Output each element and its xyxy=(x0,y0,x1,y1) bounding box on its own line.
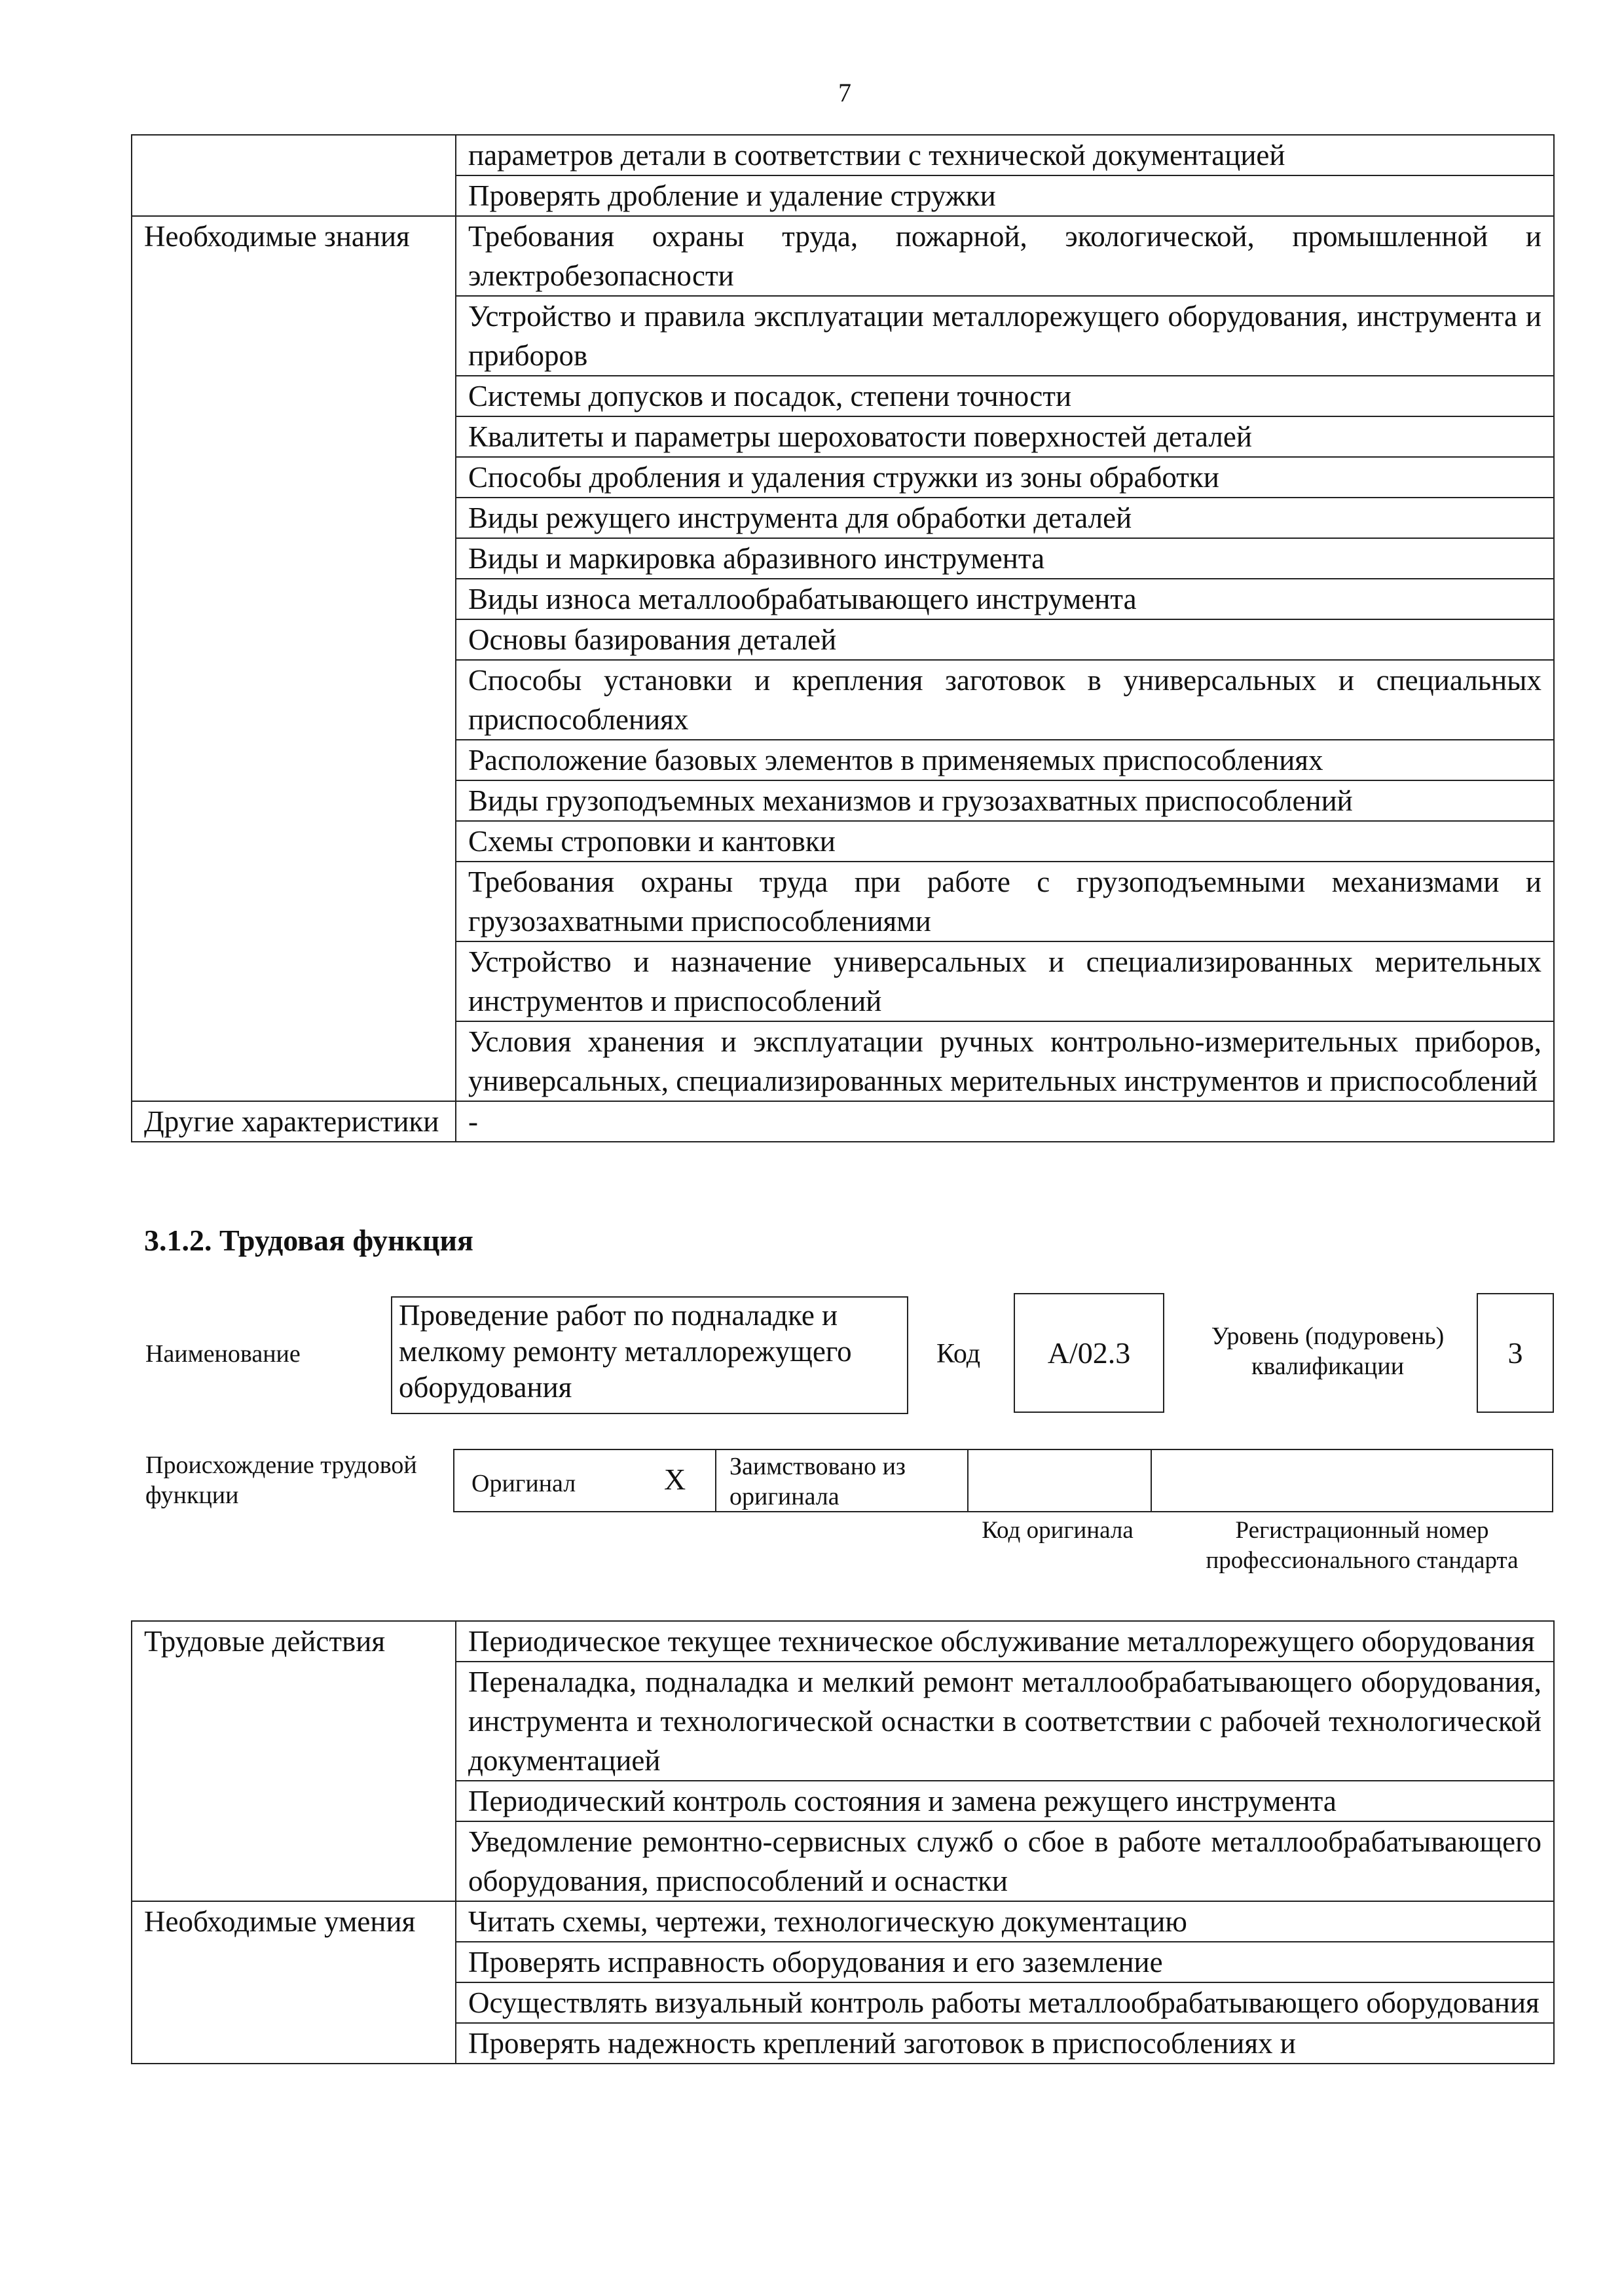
code-label: Код xyxy=(936,1339,981,1369)
section-heading: 3.1.2. Трудовая функция xyxy=(144,1224,473,1257)
original-mark: X xyxy=(664,1463,686,1496)
row-label-actions: Трудовые действия xyxy=(132,1621,456,1901)
origin-label: Происхождение трудовой функции xyxy=(145,1451,417,1509)
row-label-empty xyxy=(132,135,456,216)
table-cell: Устройство и правила эксплуатации металлорежущего оборудования, инструмента и приборов xyxy=(456,296,1554,376)
table-cell: Схемы строповки и кантовки xyxy=(456,821,1554,862)
table-cell: Виды режущего инструмента для обработки деталей xyxy=(456,498,1554,538)
code-value-box: A/02.3 xyxy=(1014,1293,1164,1413)
table-cell: Периодическое текущее техническое обслуживание металлорежущего оборудования xyxy=(456,1621,1554,1662)
table-row xyxy=(132,1621,1554,1662)
code-original-cell xyxy=(967,1449,1151,1512)
table-cell: Проверять надежность креплений заготовок в приспособлениях и xyxy=(456,2023,1554,2064)
table-cell: Виды износа металлообрабатывающего инструмента xyxy=(456,579,1554,619)
table-cell: Осуществлять визуальный контроль работы металлообрабатывающего оборудования xyxy=(456,1982,1554,2023)
table-row xyxy=(132,135,1554,175)
table-cell: Устройство и назначение универсальных и специализированных мерительных инструментов и приспособлений xyxy=(456,941,1554,1021)
table-cell: Переналадка, подналадка и мелкий ремонт металлообрабатывающего оборудования, инструмента и технологической оснастки в соответствии с рабочей технологической документацией xyxy=(456,1662,1554,1781)
table-cell: Проверять дробление и удаление стружки xyxy=(456,175,1554,216)
row-label-skills: Необходимые умения xyxy=(132,1901,456,2064)
function-name-box: Проведение работ по подналадке и мелкому ремонту металлорежущего оборудования xyxy=(391,1296,908,1414)
actions-table xyxy=(131,1620,1555,2064)
table-cell: Квалитеты и параметры шероховатости поверхностей деталей xyxy=(456,416,1554,457)
table-cell: Условия хранения и эксплуатации ручных контрольно-измерительных приборов, универсальных, специализированных мерительных инструментов и приспособлений xyxy=(456,1021,1554,1101)
table-cell: Требования охраны труда при работе с грузоподъемными механизмами и грузозахватными приспособлениями xyxy=(456,862,1554,941)
table-cell: Уведомление ремонтно-сервисных служб о сбое в работе металлообрабатывающего оборудования, приспособлений и оснастки xyxy=(456,1821,1554,1901)
level-value-box: 3 xyxy=(1477,1293,1554,1413)
table-cell: Системы допусков и посадок, степени точности xyxy=(456,376,1554,416)
table-cell: Проверять исправность оборудования и его заземление xyxy=(456,1942,1554,1982)
table-cell: Виды грузоподъемных механизмов и грузозахватных приспособлений xyxy=(456,780,1554,821)
page-number: 7 xyxy=(838,78,851,107)
table-cell: Расположение базовых элементов в применяемых приспособлениях xyxy=(456,740,1554,780)
table-cell: Способы установки и крепления заготовок в универсальных и специальных приспособлениях xyxy=(456,660,1554,740)
knowledge-table xyxy=(131,134,1555,1142)
original-label: Оригинал xyxy=(471,1470,576,1497)
table-cell: Читать схемы, чертежи, технологическую документацию xyxy=(456,1901,1554,1942)
name-label: Наименование xyxy=(145,1340,301,1368)
table-cell: Основы базирования деталей xyxy=(456,619,1554,660)
table-row xyxy=(132,1901,1554,1942)
table-cell: Периодический контроль состояния и замена режущего инструмента xyxy=(456,1781,1554,1821)
original-cell xyxy=(453,1449,715,1512)
table-row xyxy=(132,1101,1554,1142)
row-label-knowledge: Необходимые знания xyxy=(132,216,456,1101)
borrowed-label: Заимствовано из оригинала xyxy=(729,1453,906,1510)
table-cell: - xyxy=(456,1101,1554,1142)
table-cell: Виды и маркировка абразивного инструмента xyxy=(456,538,1554,579)
code-original-caption: Код оригинала xyxy=(982,1517,1134,1544)
reg-number-caption: Регистрационный номер профессионального стандарта xyxy=(1206,1517,1519,1574)
table-cell: Способы дробления и удаления стружки из зоны обработки xyxy=(456,457,1554,498)
reg-number-cell xyxy=(1151,1449,1553,1512)
origin-row xyxy=(453,1449,1553,1512)
level-label: Уровень (подуровень) квалификации xyxy=(1211,1322,1445,1380)
borrowed-cell xyxy=(715,1449,967,1512)
table-cell: Требования охраны труда, пожарной, экологической, промышленной и электробезопасности xyxy=(456,216,1554,296)
row-label-other: Другие характеристики xyxy=(132,1101,456,1142)
table-row xyxy=(132,216,1554,296)
table-cell: параметров детали в соответствии с технической документацией xyxy=(456,135,1554,175)
